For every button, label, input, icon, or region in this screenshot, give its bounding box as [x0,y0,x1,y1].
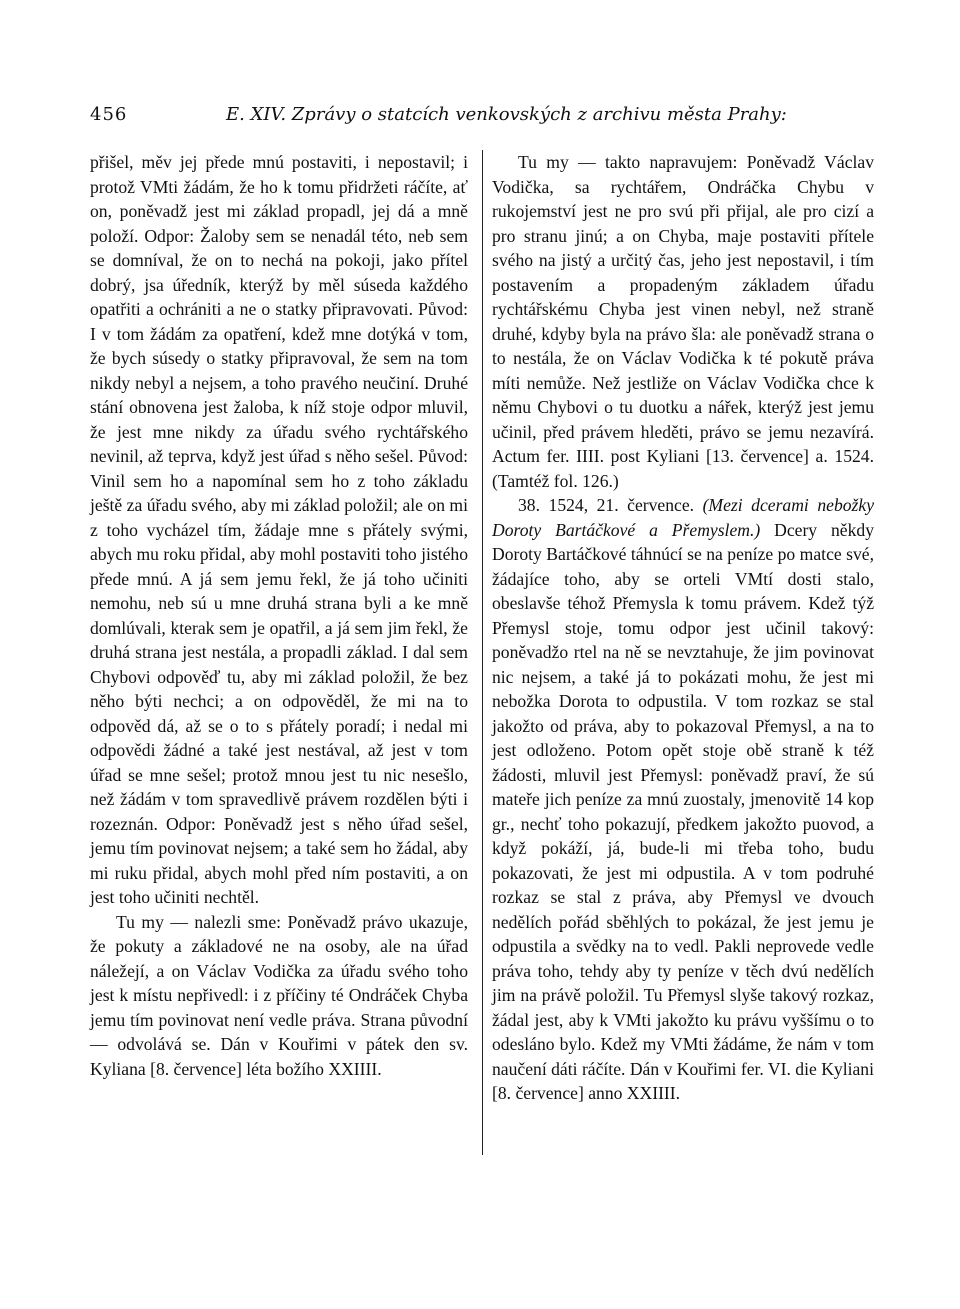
right-paragraph-1: Tu my — takto napravujem: Poněvadž Václav Vodička, sa rychtářem, Ondráčka Chybu v rukojemství jest ne pro svú při přijal, ale pro cizí a pro stranu jinú; a on Chyba, maje postaviti přítele svého na jistý a určitý čas, jeho jest nepostavil, i tím postavením a propadeným základem úřadu rychtářskému Chyba jest vinen nebyl, než straně druhé, kdyby byla na právo šla: ale poněvadž strana o to nestála, že on Václav Vodička k té pokutě práva míti nemůže. Než jestliže on Václav Vodička chce k němu Chybovi o tu duotku a nářek, kterýž jest jemu učinil, před právem hleděti, právo se jemu nezavírá. Actum fer. IIII. post Kyliani [13. července] a. 1524. (Tamtéž fol. 126.) [492,152,874,491]
left-paragraph-1: přišel, měv jej přede mnú postaviti, i nepostavil; i protož VMti žádám, že ho k tomu přidržeti ráčíte, ať on, poněvadž jest mi základ propadl, jej dá a mně položí. Odpor: Žaloby sem se nenadál této, neb sem se domníval, že on to nechá na pokoji, jako přítel dobrý, jsa úředník, kterýž by měl súseda každého opatřiti a ochrániti a ne o statky připravovati. Původ: I v tom žádám za opatření, kdež mne dotýká v tom, že bych súsedy o statky připravoval, že sem na tom nikdy nebyl a nejsem, a toho pravého neučiní. Druhé stání obnovena jest žaloba, k níž stoje odpor mluvil, že jest mne nikdy za úřadu svého rychtářského nevinil, až teprva, když jest úřad s něho sešel. Původ: Vinil sem ho a napomínal sem ho z toho základu ještě za úřadu svého, aby mi základ položil; ale on mi z toho vycházel tím, žádaje mne s přátely svými, abych mu roku přidal, aby mohl postaviti toho jistého přede mnú. A já sem jemu řekl, že já toho učiniti nemohu, neb sú u mne druhá strana byli a ke mně domlúvali, kterak sem je opatřil, a já sem jim řekl, že druhá strana jest nestála, a propadli základ. I dal sem Chybovi odpověď tu, aby mi základ položil, že bez něho býti nechci; a on odpověděl, že mi na to odpověd dá, až se o to s přátely poradí; i nedal mi odpovědi žádné a také jest nestával, až jest v tom úřad se mne sešel; protož mnou jest tu nic nesešlo, než žádám v tom spravedlivě právem rozdělen býti i rozeznán. Odpor: Poněvadž jest s něho úřad sešel, jemu tím povinovat nejsem; a také sem ho žádal, aby mi ruku přidal, abych mohl před ním postaviti, a on jest toho učiniti nechtěl. [90,152,468,907]
left-paragraph-2: Tu my — nalezli sme: Poněvadž právo ukazuje, že pokuty a základové ne na osoby, ale na úřad náležejí, a on Václav Vodička za úřadu svého toho jest k místu nepřivedl: i z příčiny té Ondráček Chyba jemu tím povinovat není vedle práva. Strana původní — odvolává se. Dán v Kouřimi v pátek den sv. Kyliana [8. července] léta božího XXIIII. [90,911,468,1079]
page-number: 456 [90,104,128,125]
right-paragraph-2 [492,493,874,1106]
running-head: E. XIV. Zprávy o statcích venkovských z archivu města Prahy: [226,104,787,125]
entry-heading: 38. 1524, 21. července. [518,495,703,515]
right-column [492,150,874,1106]
entry-subject: (Mezi dcerami nebožky Doroty Bartáčkové a Přemyslem.) [492,495,875,540]
page-header [90,100,880,132]
entry-body: Dcery někdy Doroty Bartáčkové táhnúcí se na peníze po matce své, žádajíce toho, aby se orteli VMtí dosti stalo, obeslavše téhož Přemysla k tomu právem. Kdež týž Přemysl stoje, tomu odpor jest učinil takový: poněvadžo rtel na ně se nevztahuje, že jim povinovat nic nejsem, a také já to pokázati mohu, že jest mi nebožka Dorota to odpustila. V tom rozkaz se stal jakožto od práva, aby to pokazoval Přemysl, a na to jest odloženo. Potom opět stoje obě straně k též žádosti, mluvil jest Přemysl: poněvadž praví, že sú mateře jich peníze za mnú zuostaly, jmenovitě 14 kop gr., nechť toho pokazují, předkem jakožto puovod, a když pokáží, já, bude-li mi třeba toho, budu pokazovati, že jest mi odpustila. A v tom podruhé rozkaz se stal z práva, aby Přemysl ve dvouch nedělích pořád sběhlých to pokázal, že jest jemu je odpustila a svědky na to vedl. Pakli neprovede vedle práva toho, tehdy aby ty peníze v těch dvú nedělích jim na právě položil. Tu Přemysl slyše takový rozkaz, žádal jest, aby k VMti jakožto ku právu vyššímu o to odesláno bylo. Kdež my VMti žádáme, že nám v tom naučení dáti ráčíte. Dán v Kouřimi fer. VI. die Kyliani [8. července] anno XXIIII. [492,519,874,1103]
left-column [90,150,468,1081]
column-divider [482,150,483,1155]
